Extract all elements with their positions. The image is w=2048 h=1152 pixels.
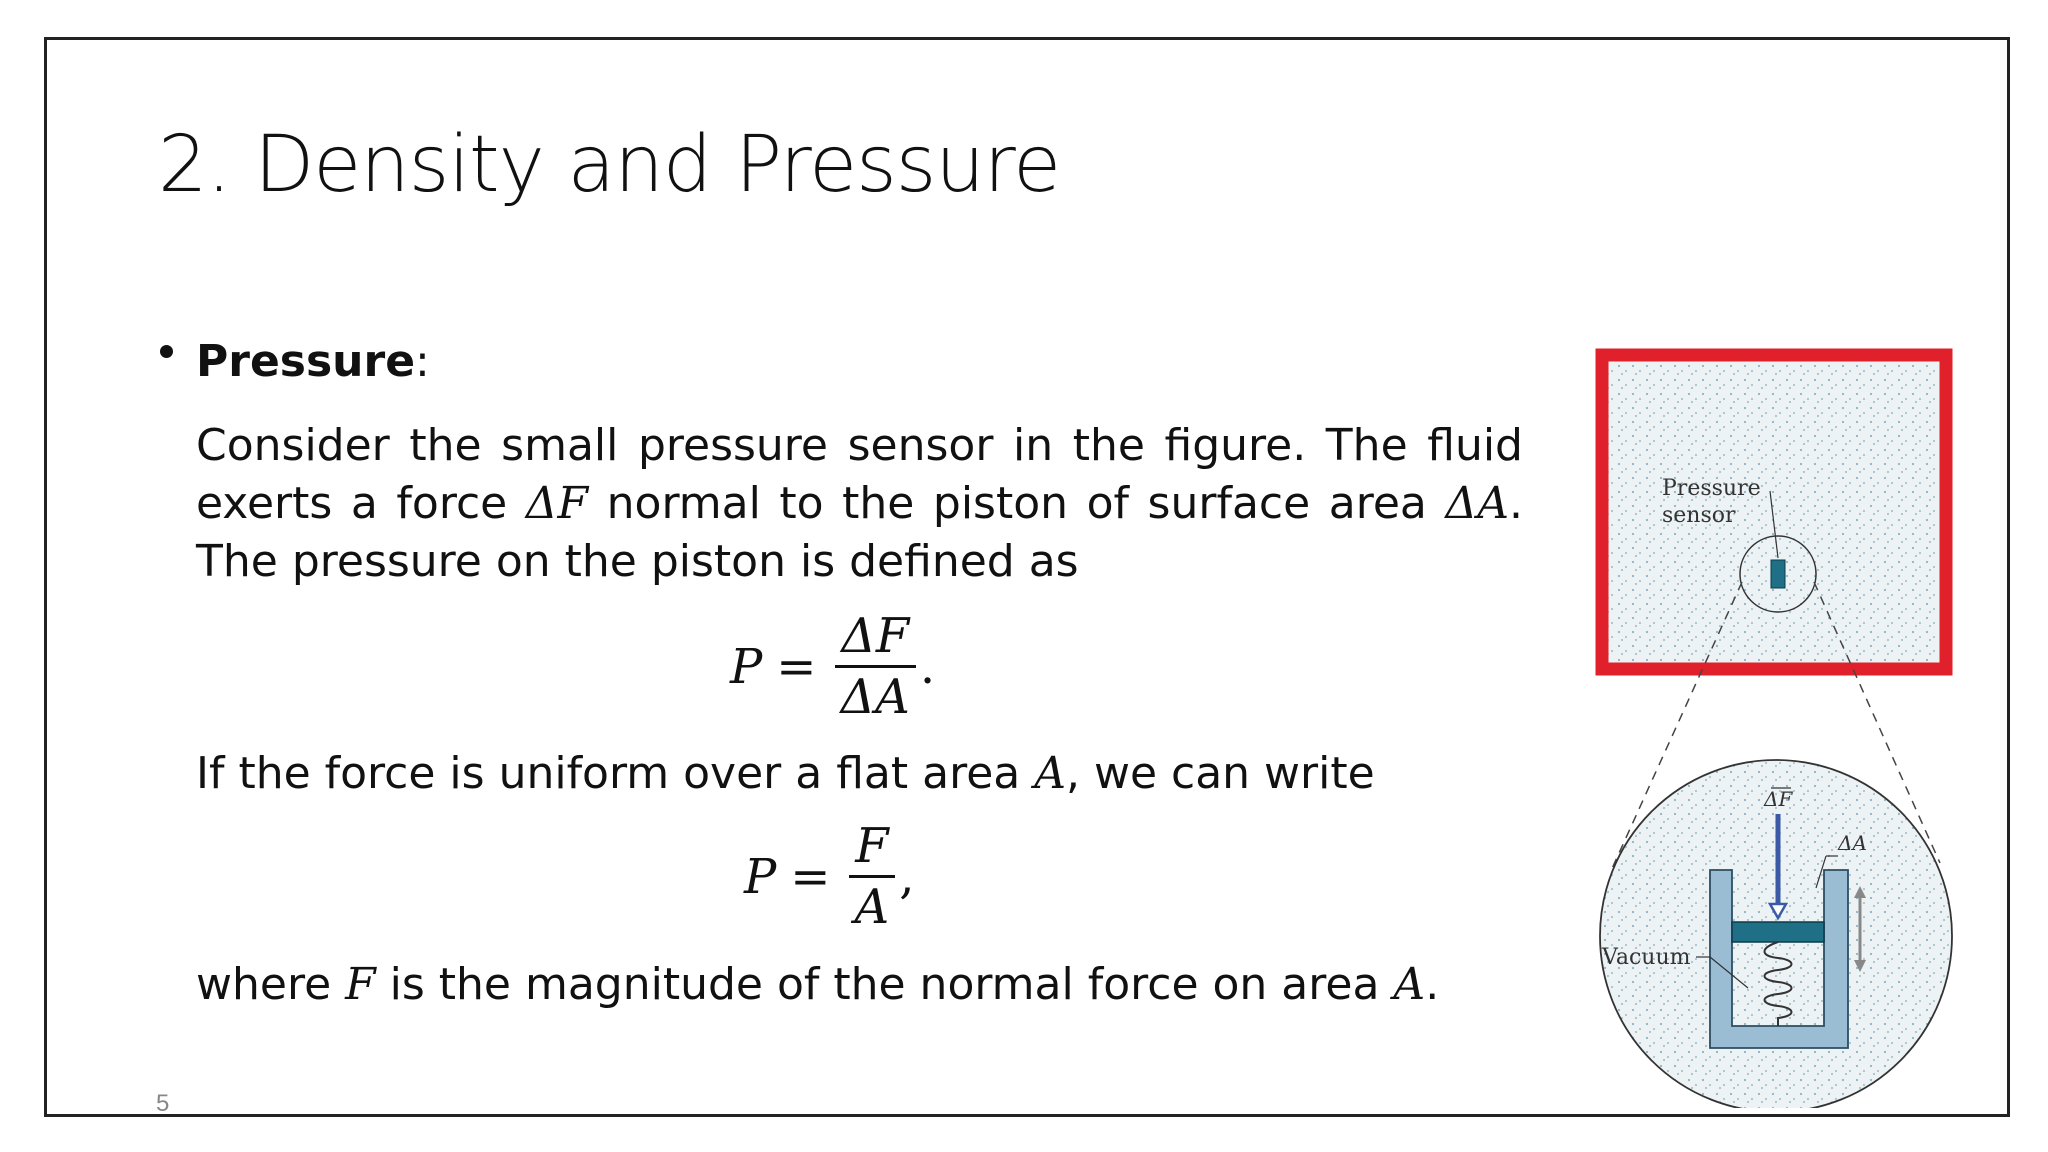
label-area: ΔA: [1838, 831, 1867, 855]
math-a: A: [1393, 959, 1426, 1010]
paragraph-text: . The pressure on the piston is defined as: [196, 478, 1523, 587]
eq-denominator: ΔA: [840, 669, 910, 725]
paragraph-text: .: [1425, 959, 1440, 1010]
eq-denominator: A: [854, 879, 890, 935]
paragraph-text: If the force is uniform over a flat area: [196, 748, 1035, 799]
eq-equals: =: [790, 848, 831, 905]
math-a: A: [1034, 748, 1066, 799]
eq-terminator: .: [919, 638, 936, 695]
eq-fraction: [835, 607, 916, 726]
bullet-marker: [160, 345, 173, 358]
eq-lhs: P: [730, 638, 763, 695]
paragraph-text: , we can write: [1066, 748, 1375, 799]
eq-numerator: F: [855, 818, 889, 874]
paragraph-text: is the magnitude of the normal force on area: [375, 959, 1394, 1010]
paragraph-definition: [196, 417, 1523, 591]
piston: [1732, 922, 1824, 942]
bullet-heading-text: Pressure: [196, 336, 416, 387]
eq-terminator: ,: [899, 848, 915, 905]
fluid-container: [1602, 355, 1946, 669]
label-sensor: sensor: [1662, 503, 1736, 528]
eq-lhs: P: [744, 848, 777, 905]
eq-equals: =: [776, 638, 817, 695]
paragraph-text: Consider the small pressure sensor in the figure. The fluid exerts a force: [196, 420, 1523, 529]
eq-numerator: ΔF: [841, 608, 910, 664]
paragraph-uniform-force: [196, 745, 1523, 803]
eq-fraction: [849, 817, 896, 936]
math-delta-a: ΔA: [1445, 478, 1509, 529]
equation-pressure-definition: [730, 607, 935, 726]
math-f: F: [345, 959, 376, 1010]
bullet-colon: :: [415, 336, 430, 387]
paragraph-text: where: [196, 959, 346, 1010]
label-force: ΔF: [1764, 787, 1793, 811]
label-vacuum: Vacuum: [1602, 945, 1691, 970]
label-pressure: Pressure: [1662, 476, 1761, 501]
slide-title: 2. Density and Pressure: [158, 120, 1061, 210]
page-number: 5: [156, 1090, 170, 1117]
paragraph-text: normal to the piston of surface area: [588, 478, 1446, 529]
sensor-icon: [1771, 560, 1785, 588]
equation-pressure-uniform: [744, 817, 914, 936]
math-delta-f: ΔF: [525, 478, 589, 529]
paragraph-where: [196, 956, 1523, 1014]
pressure-sensor-figure: [1588, 348, 1960, 1108]
bullet-heading: [196, 336, 430, 387]
